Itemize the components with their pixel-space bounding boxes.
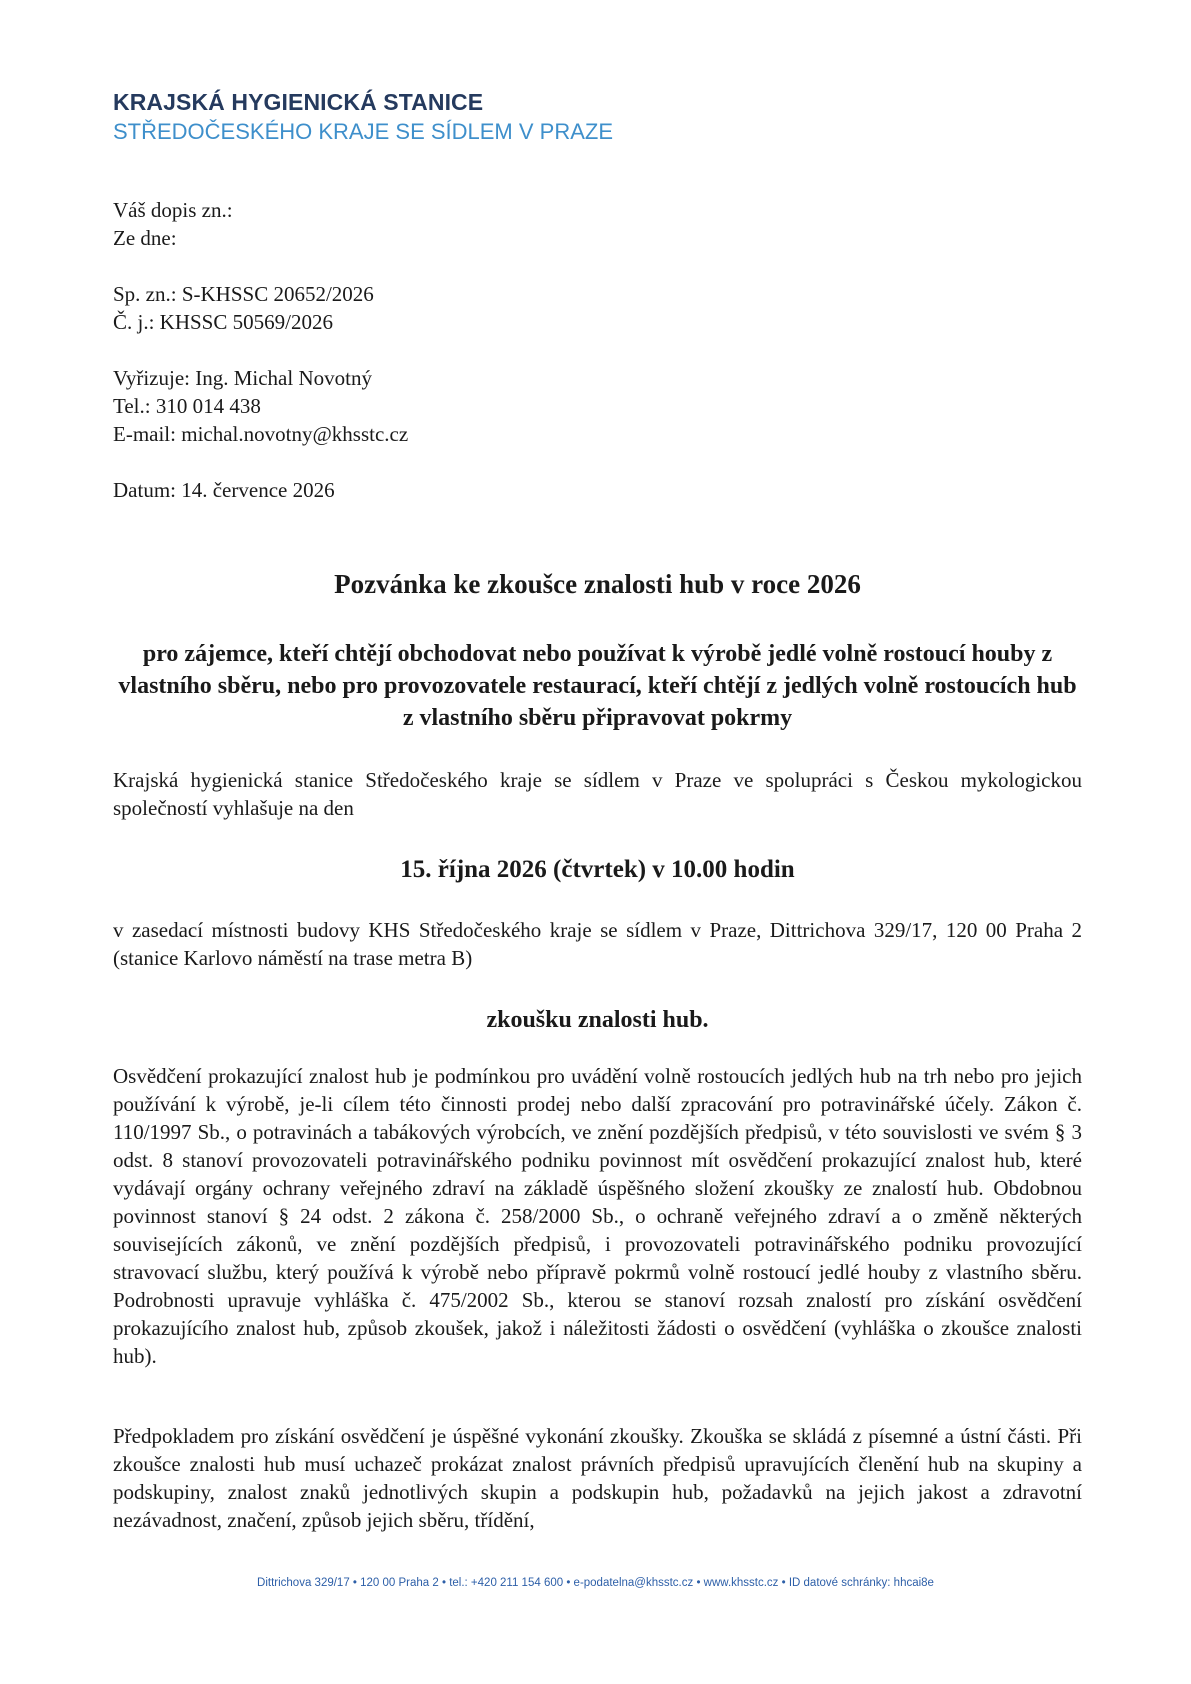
exam-location: v zasedací místnosti budovy KHS Středočeského kraje se sídlem v Praze, Dittrichova 329/17, 120 00 Praha 2 (stanice Karlovo náměstí na trase metra B) [113, 918, 1082, 970]
exam-name: zkoušku znalosti hub. [486, 1007, 709, 1033]
org-name-line1: KRAJSKÁ HYGIENICKÁ STANICE [113, 89, 484, 115]
document-title: Pozvánka ke zkoušce znalosti hub v roce 2026 [334, 569, 861, 599]
email: E-mail: michal.novotny@khsstc.cz [113, 422, 409, 446]
file-number: Sp. zn.: S-KHSSC 20652/2026 [113, 282, 374, 306]
letter-date-label: Ze dne: [113, 226, 177, 250]
intro-paragraph: Krajská hygienická stanice Středočeského kraje se sídlem v Praze ve spolupráci s Českou mykologickou společností vyhlašuje na den [113, 768, 1082, 820]
organization-logo [113, 88, 613, 146]
page-footer: Dittrichova 329/17 • 120 00 Praha 2 • tel.: +420 211 154 600 • e-podatelna@khsstc.cz • www.khsstc.cz • ID datové schránky: hhcai8e [257, 1577, 934, 1589]
document-subtitle: pro zájemce, kteří chtějí obchodovat nebo používat k výrobě jedlé volně rostoucí houby z vlastního sběru, nebo pro provozovatele restaurací, kteří chtějí z jedlých volně rostoucích hub z vlastního sběru připravovat pokrmy [118, 641, 1077, 731]
handler: Vyřizuje: Ing. Michal Novotný [113, 366, 372, 390]
letter-ref-label: Váš dopis zn.: [113, 198, 233, 222]
paragraph-legal-basis: Osvědčení prokazující znalost hub je podmínkou pro uvádění volně rostoucích jedlých hub na trh nebo pro jejich používání k výrobě, je-li cílem této činnosti prodej nebo další zpracování pro potravinářské účely. Zákon č. 110/1997 Sb., o potravinách a tabákových výrobcích, ve znění pozdějších předpisů, v této souvislosti ve svém § 3 odst. 8 stanoví provozovateli potravinářského podniku povinnost mít osvědčení prokazující znalost hub, které vydávají orgány ochrany veřejného zdraví na základě úspěšného složení zkoušky ze znalostí hub. Obdobnou povinnost stanoví § 24 odst. 2 zákona č. 258/2000 Sb., o ochraně veřejného zdraví a o změně některých souvisejících zákonů, ve znění pozdějších předpisů, i provozovateli potravinářského podniku provozující stravovací službu, který používá k výrobě nebo přípravě pokrmů volně rostoucí jedlé houby z vlastního sběru. Podrobnosti upravuje vyhláška č. 475/2002 Sb., kterou se stanoví rozsah znalostí pro získání osvědčení prokazujícího znalost hub, způsob zkoušek, jakož i náležitosti žádosti o osvědčení (vyhláška o zkoušce znalosti hub). [113, 1064, 1082, 1368]
org-name-line2: STŘEDOČESKÉHO KRAJE SE SÍDLEM V PRAZE [113, 119, 614, 144]
document-date: Datum: 14. července 2026 [113, 478, 335, 502]
paragraph-requirements: Předpokladem pro získání osvědčení je úspěšné vykonání zkoušky. Zkouška se skládá z písemné a ústní části. Při zkoušce znalosti hub musí uchazeč prokázat znalost právních předpisů upravujících členění hub na skupiny a podskupiny, znalost znaků jednotlivých skupin a podskupin hub, požadavků na jejich jakost a zdravotní nezávadnost, značení, způsob jejich sběru, třídění, [113, 1424, 1082, 1532]
phone: Tel.: 310 014 438 [113, 394, 261, 418]
reference-number: Č. j.: KHSSC 50569/2026 [113, 310, 333, 334]
exam-date: 15. října 2026 (čtvrtek) v 10.00 hodin [400, 856, 795, 883]
